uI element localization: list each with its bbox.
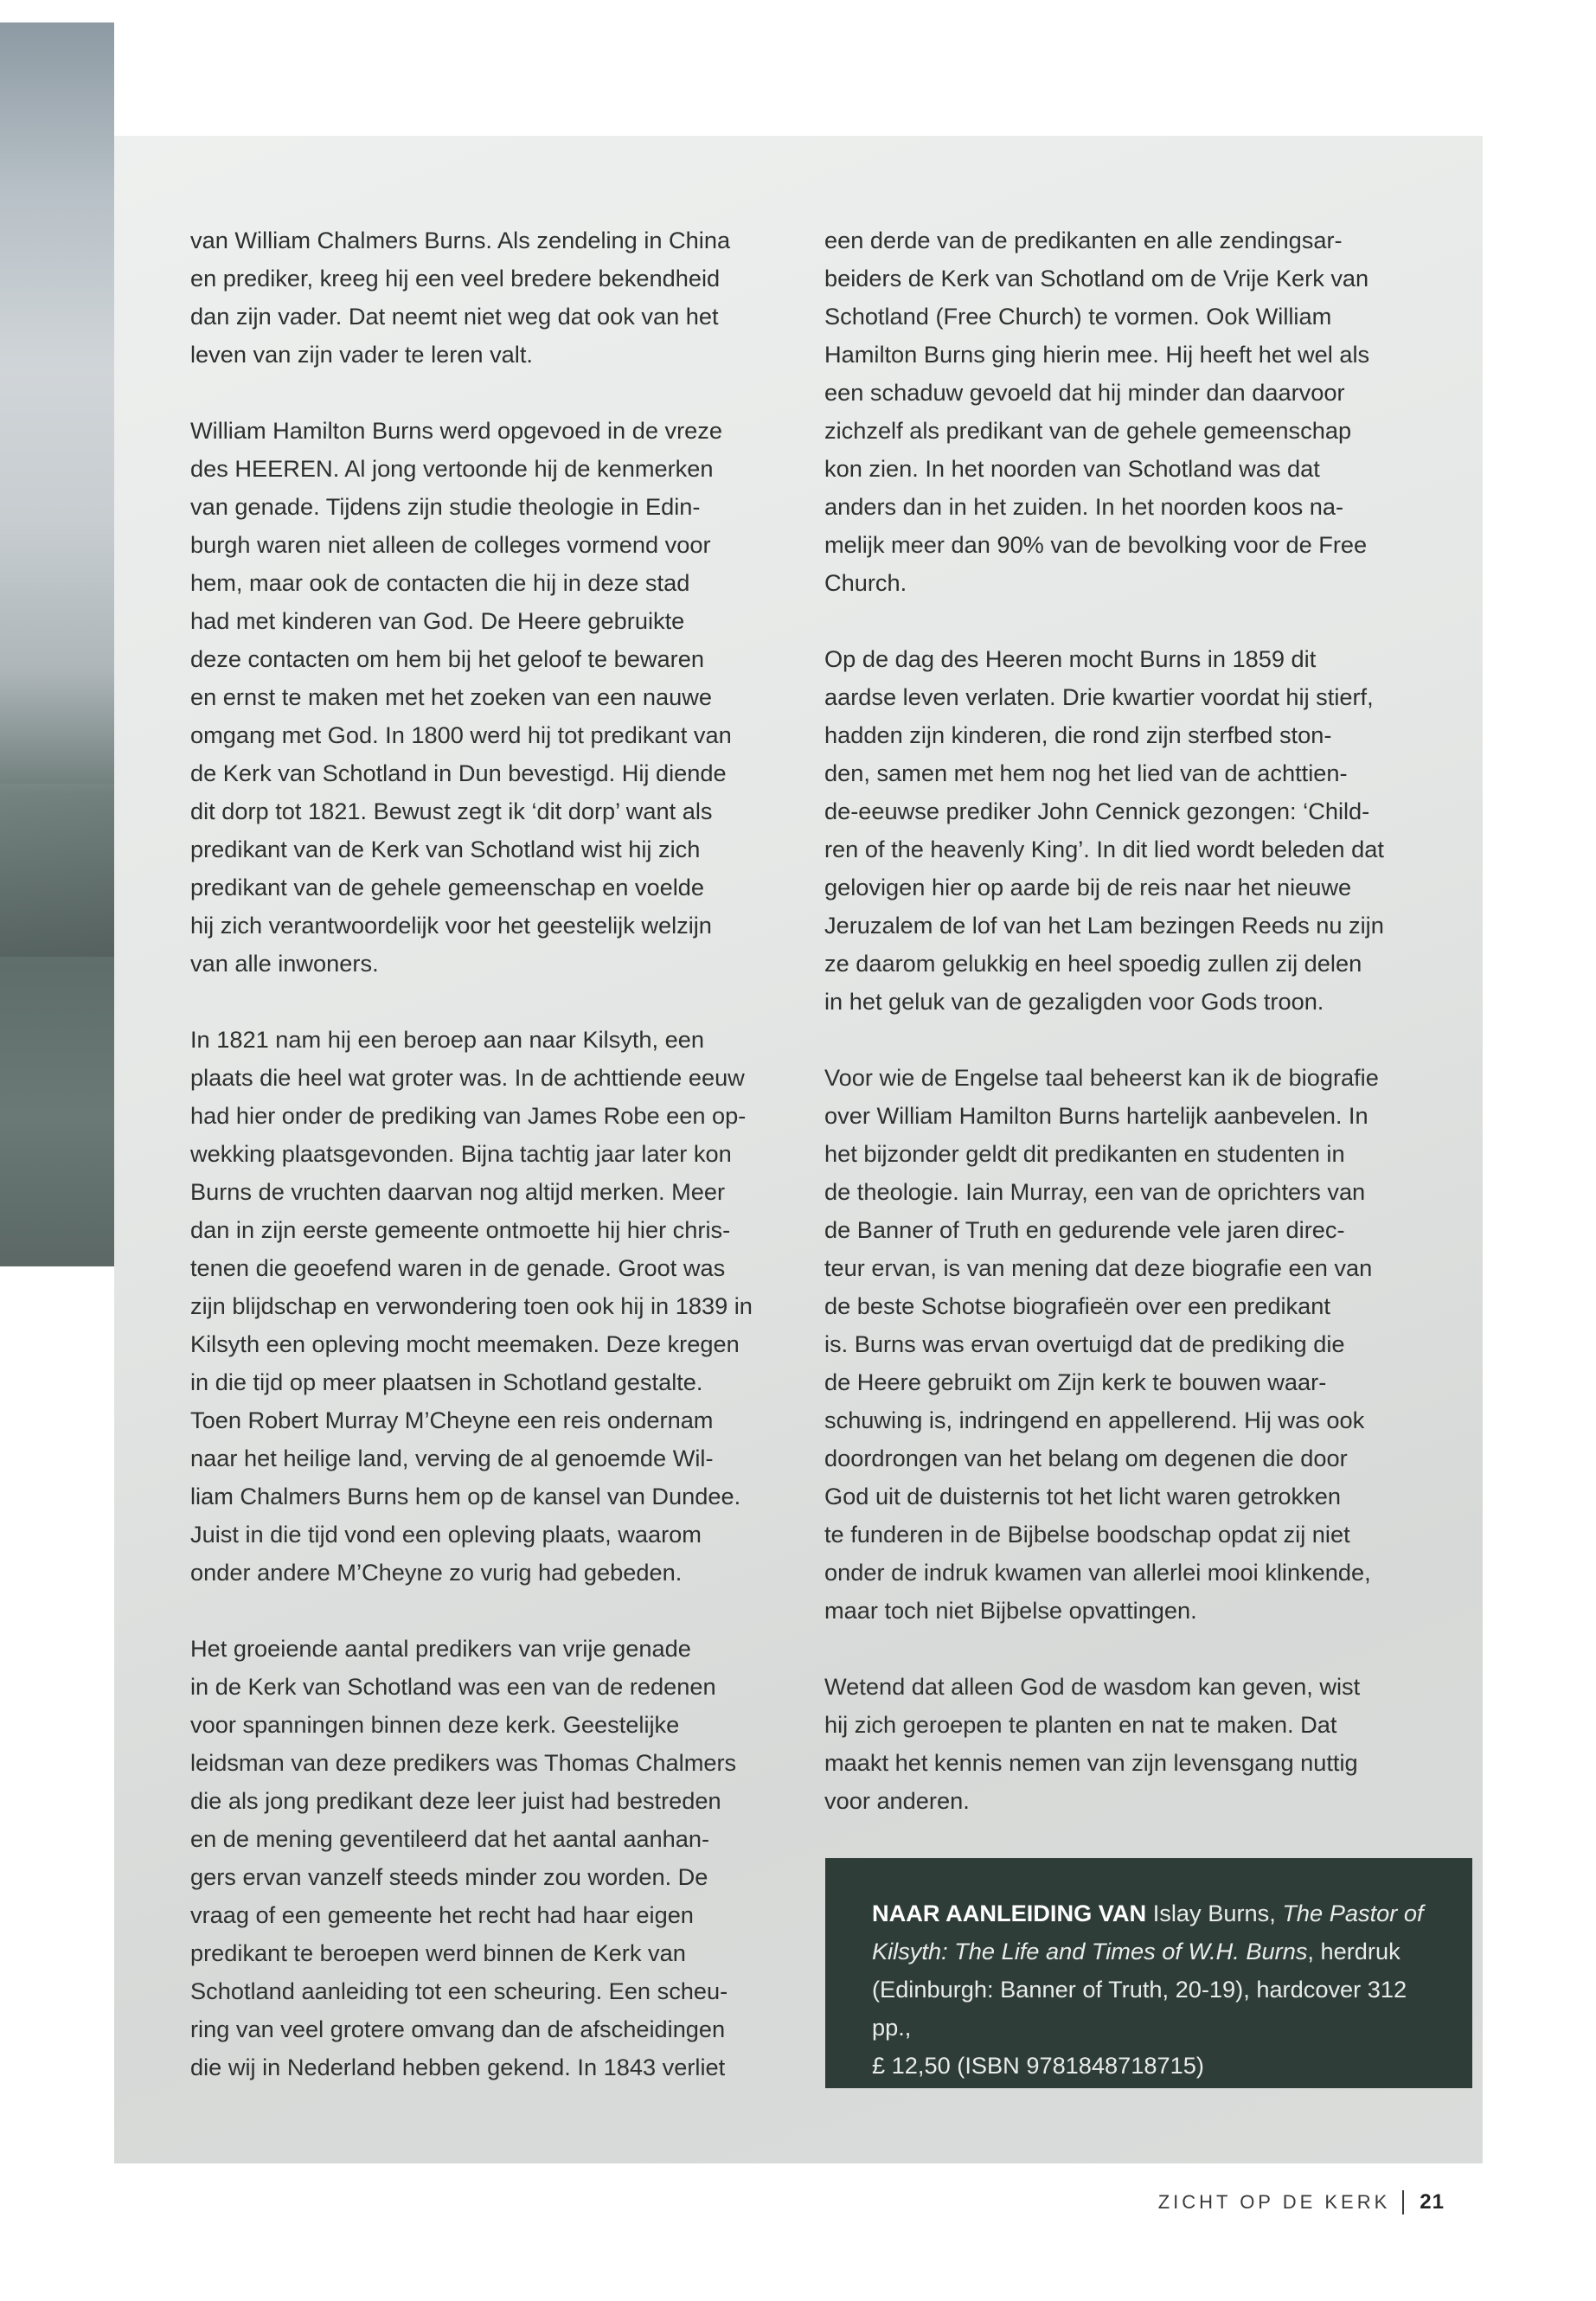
source-details: , herdruk (Edinburgh: Banner of Truth, 20-19), hardcover 312 pp., £ 12,50 (ISBN 9781848718715) — [872, 1938, 1407, 2079]
source-book-title: The Pastor of Kilsyth: The Life and Times of W.H. Burns — [872, 1900, 1424, 1965]
left-paragraph-1: van William Chalmers Burns. Als zendeling in China en prediker, kreeg hij een veel bredere bekendheid dan zijn vader. Dat neemt niet weg dat ook van het leven van zijn vader te leren valt. — [190, 227, 731, 368]
right-column — [824, 221, 1421, 1858]
photo-strip — [0, 22, 114, 1266]
photo-strip-shadow — [0, 784, 114, 957]
left-column — [190, 221, 787, 2125]
page-number: 21 — [1420, 2190, 1445, 2214]
right-paragraph-4: Wetend dat alleen God de wasdom kan geven, wist hij zich geroepen te planten en nat te maken. Dat maakt het kennis nemen van zijn levensgang nuttig voor anderen. — [824, 1673, 1361, 1814]
footer-divider — [1402, 2190, 1404, 2214]
magazine-name: ZICHT OP DE KERK — [1157, 2191, 1391, 2213]
right-paragraph-2: Op de dag des Heeren mocht Burns in 1859 dit aardse leven verlaten. Drie kwartier voordat hij stierf, hadden zijn kinderen, die rond zijn sterfbed ston- den, samen met hem nog het lied van de achttien- de-eeuwse prediker John Cennick gezongen: ‘Child- ren of the heavenly King’. In dit lied wordt beleden dat gelovigen hier op aarde bij de reis naar het nieuwe Jeruzalem de lof van het Lam bezingen Reeds nu zijn ze daarom gelukkig en heel spoedig zullen zij delen in het geluk van de gezaligden voor Gods troon. — [824, 645, 1384, 1015]
source-lead: NAAR AANLEIDING VAN — [872, 1900, 1147, 1926]
left-paragraph-3: In 1821 nam hij een beroep aan naar Kilsyth, een plaats die heel wat groter was. In de achttiende eeuw had hier onder de prediking van James Robe een op- wekking plaatsgevonden. Bijna tachtig jaar later kon Burns de vruchten daarvan nog altijd merken. Meer dan in zijn eerste gemeente ontmoette hij hier chris- tenen die geoefend waren in de genade. Groot was zijn blijdschap en verwondering toen ook hij in 1839 in Kilsyth een opleving mocht meemaken. Deze kregen in die tijd op meer plaatsen in Schotland gestalte. Toen Robert Murray M’Cheyne een reis ondernam naar het heilige land, verving de al genoemde Wil- liam Chalmers Burns hem op de kansel van Dundee. Juist in die tijd vond een opleving plaats, waarom onder andere M’Cheyne zo vurig had gebeden. — [190, 1026, 753, 1586]
page-footer — [1158, 2185, 1445, 2220]
right-paragraph-1: een derde van de predikanten en alle zendingsar- beiders de Kerk van Schotland om de Vrije Kerk van Schotland (Free Church) te vormen. Ook William Hamilton Burns ging hierin mee. Hij heeft het wel als een schaduw gevoeld dat hij minder dan daarvoor zichzelf als predikant van de gehele gemeenschap kon zien. In het noorden van Schotland was dat anders dan in het zuiden. In het noorden koos na- melijk meer dan 90% van de bevolking voor de Free Church. — [824, 227, 1370, 596]
source-author: Islay Burns, — [1146, 1900, 1283, 1926]
left-paragraph-2: William Hamilton Burns werd opgevoed in de vreze des HEEREN. Al jong vertoonde hij de kenmerken van genade. Tijdens zijn studie theologie in Edin- burgh waren niet alleen de colleges vormend voor hem, maar ook de contacten die hij in deze stad had met kinderen van God. De Heere gebruikte deze contacten om hem bij het geloof te bewaren en ernst te maken met het zoeken van een nauwe omgang met God. In 1800 werd hij tot predikant van de Kerk van Schotland in Dun bevestigd. Hij diende dit dorp tot 1821. Bewust zegt ik ‘dit dorp’ want als predikant van de Kerk van Schotland wist hij zich predikant van de gehele gemeenschap en voelde hij zich verantwoordelijk voor het geestelijk welzijn van alle inwoners. — [190, 417, 732, 977]
right-paragraph-3: Voor wie de Engelse taal beheerst kan ik de biografie over William Hamilton Burns hartelijk aanbevelen. In het bijzonder geldt dit predikanten en studenten in de theologie. Iain Murray, een van de oprichters van de Banner of Truth en gedurende vele jaren direc- teur ervan, is van mening dat deze biografie een van de beste Schotse biografieën over een predikant is. Burns was ervan overtuigd dat de prediking die de Heere gebruikt om Zijn kerk te bouwen waar- schuwing is, indringend en appellerend. Hij was ook doordrongen van het belang om degenen die door God uit de duisternis tot het licht waren getrokken te funderen in de Bijbelse boodschap opdat zij niet onder de indruk kwamen van allerlei mooi klinkende, maar toch niet Bijbelse opvattingen. — [824, 1064, 1379, 1624]
left-paragraph-4: Het groeiende aantal predikers van vrije genade in de Kerk van Schotland was een van de redenen voor spanningen binnen deze kerk. Geestelijke leidsman van deze predikers was Thomas Chalmers die als jong predikant deze leer juist had bestreden en de mening geventileerd dat het aantal aanhan- gers ervan vanzelf steeds minder zou worden. De vraag of een gemeente het recht had haar eigen predikant te beroepen werd binnen de Kerk van Schotland aanleiding tot een scheuring. Een scheu- ring van veel grotere omvang dan de afscheidingen die wij in Nederland hebben gekend. In 1843 verliet — [190, 1635, 737, 2080]
book-source-box — [825, 1858, 1472, 2088]
